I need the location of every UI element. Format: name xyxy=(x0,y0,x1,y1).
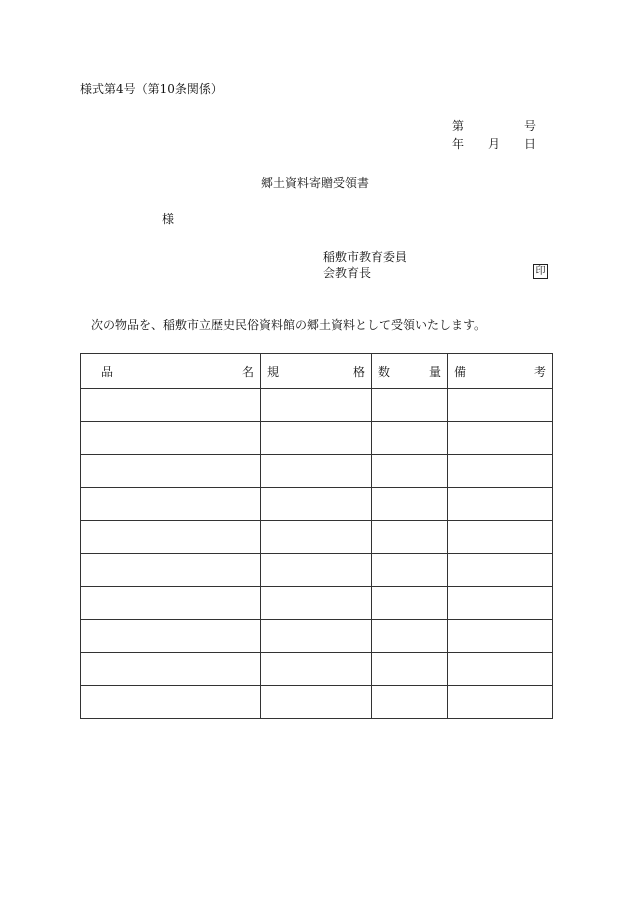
item-name-cell[interactable] xyxy=(81,653,261,686)
date-year-label: 年 xyxy=(452,137,465,151)
quantity-cell[interactable] xyxy=(372,554,448,587)
table-row xyxy=(81,389,553,422)
table-row xyxy=(81,620,553,653)
quantity-cell[interactable] xyxy=(372,686,448,719)
table-row xyxy=(81,554,553,587)
quantity-cell[interactable] xyxy=(372,488,448,521)
table-row xyxy=(81,422,553,455)
number-prefix: 第 xyxy=(452,119,465,133)
issuer-organization: 稲敷市教育委員 xyxy=(323,250,408,264)
specification-cell[interactable] xyxy=(261,488,372,521)
table-row xyxy=(81,455,553,488)
header-remarks xyxy=(448,354,553,389)
header-quantity-char2: 量 xyxy=(428,364,441,379)
item-name-cell[interactable] xyxy=(81,554,261,587)
specification-cell[interactable] xyxy=(261,554,372,587)
header-specification-char1: 規 xyxy=(267,364,280,379)
remarks-cell[interactable] xyxy=(448,521,553,554)
quantity-cell[interactable] xyxy=(372,422,448,455)
item-name-cell[interactable] xyxy=(81,521,261,554)
table-row xyxy=(81,587,553,620)
table-row xyxy=(81,653,553,686)
item-name-cell[interactable] xyxy=(81,620,261,653)
issuer-title: 会教育長 xyxy=(323,266,372,280)
specification-cell[interactable] xyxy=(261,521,372,554)
remarks-cell[interactable] xyxy=(448,653,553,686)
items-table xyxy=(80,353,553,719)
quantity-cell[interactable] xyxy=(372,653,448,686)
header-item-name-char1: 品 xyxy=(101,364,114,379)
item-name-cell[interactable] xyxy=(81,587,261,620)
header-remarks-char1: 備 xyxy=(454,364,467,379)
quantity-cell[interactable] xyxy=(372,389,448,422)
remarks-cell[interactable] xyxy=(448,686,553,719)
header-item-name xyxy=(81,354,261,389)
remarks-cell[interactable] xyxy=(448,389,553,422)
date-day-label: 日 xyxy=(524,137,537,151)
remarks-cell[interactable] xyxy=(448,488,553,521)
item-name-cell[interactable] xyxy=(81,389,261,422)
recipient-suffix: 様 xyxy=(162,212,175,226)
remarks-cell[interactable] xyxy=(448,587,553,620)
header-item-name-char2: 名 xyxy=(241,364,254,379)
header-specification xyxy=(261,354,372,389)
specification-cell[interactable] xyxy=(261,389,372,422)
specification-cell[interactable] xyxy=(261,455,372,488)
body-text: 次の物品を、稲敷市立歴史民俗資料館の郷土資料として受領いたします。 xyxy=(91,318,487,332)
table-row xyxy=(81,686,553,719)
table-row xyxy=(81,488,553,521)
remarks-cell[interactable] xyxy=(448,554,553,587)
document-title: 郷土資料寄贈受領書 xyxy=(260,176,369,190)
specification-cell[interactable] xyxy=(261,620,372,653)
item-name-cell[interactable] xyxy=(81,422,261,455)
remarks-cell[interactable] xyxy=(448,620,553,653)
quantity-cell[interactable] xyxy=(372,620,448,653)
item-name-cell[interactable] xyxy=(81,455,261,488)
quantity-cell[interactable] xyxy=(372,587,448,620)
specification-cell[interactable] xyxy=(261,686,372,719)
date-month-label: 月 xyxy=(488,137,501,151)
remarks-cell[interactable] xyxy=(448,455,553,488)
table-header-row xyxy=(81,354,553,389)
seal-mark: 印 xyxy=(533,264,548,279)
header-quantity-char1: 数 xyxy=(378,364,391,379)
header-specification-char2: 格 xyxy=(352,364,365,379)
header-quantity xyxy=(372,354,448,389)
specification-cell[interactable] xyxy=(261,587,372,620)
header-remarks-char2: 考 xyxy=(533,364,546,379)
specification-cell[interactable] xyxy=(261,653,372,686)
table-row xyxy=(81,521,553,554)
item-name-cell[interactable] xyxy=(81,686,261,719)
table-body xyxy=(81,389,553,719)
specification-cell[interactable] xyxy=(261,422,372,455)
item-name-cell[interactable] xyxy=(81,488,261,521)
remarks-cell[interactable] xyxy=(448,422,553,455)
quantity-cell[interactable] xyxy=(372,455,448,488)
quantity-cell[interactable] xyxy=(372,521,448,554)
form-number: 様式第4号（第10条関係） xyxy=(80,82,223,96)
number-suffix: 号 xyxy=(524,119,537,133)
